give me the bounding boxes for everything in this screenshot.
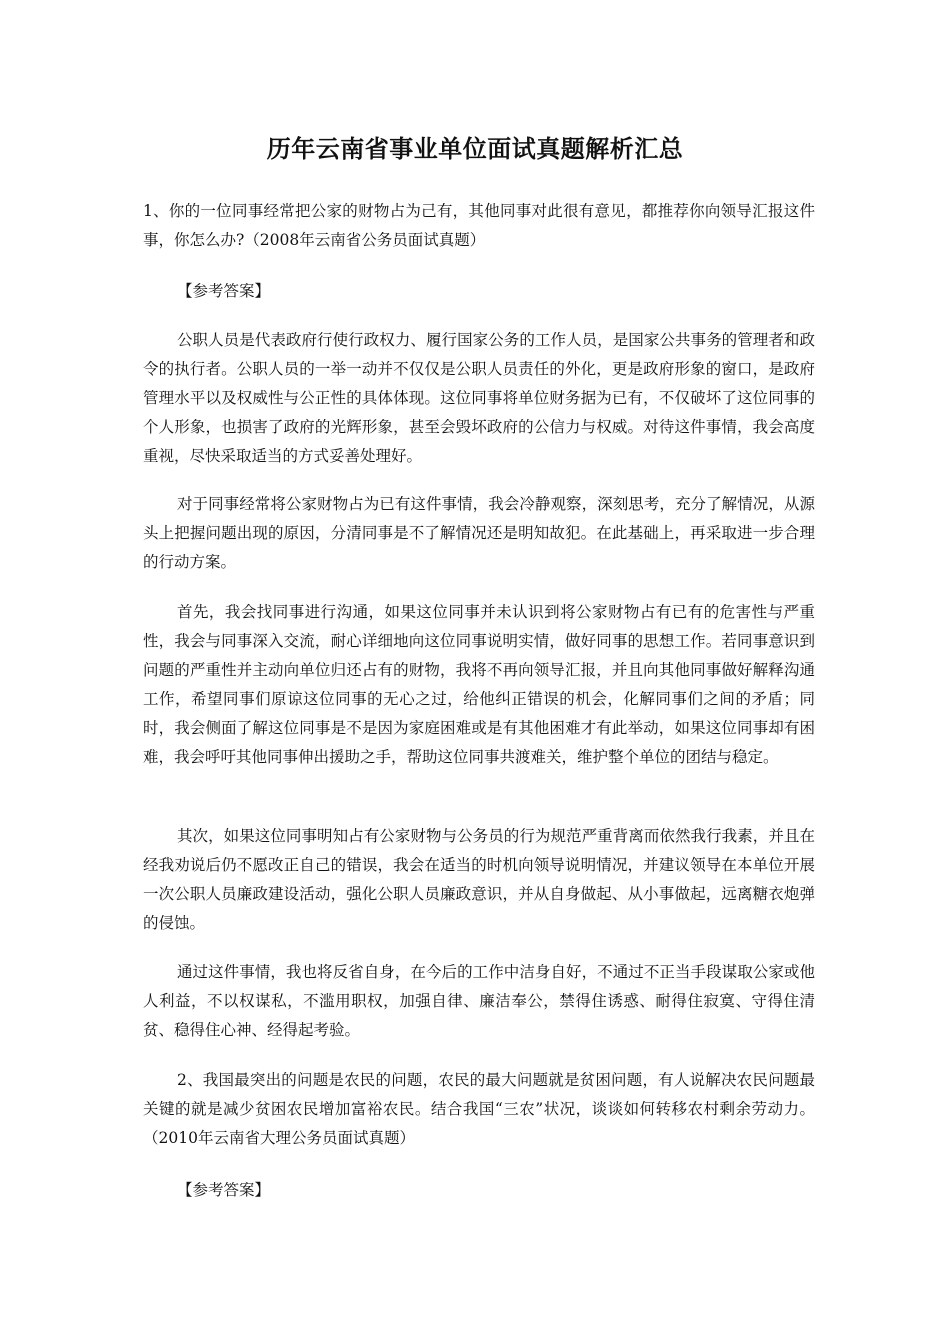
question-2: 2、我国最突出的问题是农民的问题，农民的最大问题就是贫困问题，有人说解决农民问题最关键的就是减少贫困农民增加富裕农民。结合我国“三农”状况，谈谈如何转移农村剩余劳动力。（2010年云南省大理公务员面试真题） [143,1071,815,1147]
answer-label-1: 【参考答案】 [177,282,271,300]
answer-1-paragraph-5: 通过这件事情，我也将反省自身，在今后的工作中洁身自好，不通过不正当手段谋取公家或他人利益，不以权谋私，不滥用职权，加强自律、廉洁奉公，禁得住诱惑、耐得住寂寞、守得住清贫、稳得住心神、经得起考验。 [143,963,815,1039]
answer-1-paragraph-1: 公职人员是代表政府行使行政权力、履行国家公务的工作人员，是国家公共事务的管理者和政令的执行者。公职人员的一举一动并不仅仅是公职人员责任的外化，更是政府形象的窗口，是政府管理水平以及权威性与公正性的具体体现。这位同事将单位财务据为已有，不仅破坏了这位同事的个人形象，也损害了政府的光辉形象，甚至会毁坏政府的公信力与权威。对待这件事情，我会高度重视，尽快采取适当的方式妥善处理好。 [143,331,815,465]
answer-label-2: 【参考答案】 [177,1181,271,1199]
answer-1-paragraph-2: 对于同事经常将公家财物占为已有这件事情，我会冷静观察，深刻思考，充分了解情况，从源头上把握问题出现的原因，分清同事是不了解情况还是明知故犯。在此基础上，再采取进一步合理的行动方案。 [143,495,815,571]
answer-1-paragraph-3: 首先，我会找同事进行沟通，如果这位同事并未认识到将公家财物占有已有的危害性与严重性，我会与同事深入交流，耐心详细地向这位同事说明实情，做好同事的思想工作。若同事意识到问题的严重性并主动向单位归还占有的财物，我将不再向领导汇报，并且向其他同事做好解释沟通工作，希望同事们原谅这位同事的无心之过，给他纠正错误的机会，化解同事们之间的矛盾；同时，我会侧面了解这位同事是不是因为家庭困难或是有其他困难才有此举动，如果这位同事却有困难，我会呼吁其他同事伸出援助之手，帮助这位同事共渡难关，维护整个单位的团结与稳定。 [143,603,815,766]
document-title: 历年云南省事业单位面试真题解析汇总 [266,135,684,163]
answer-1-paragraph-4: 其次，如果这位同事明知占有公家财物与公务员的行为规范严重背离而依然我行我素，并且在经我劝说后仍不愿改正自己的错误，我会在适当的时机向领导说明情况，并建议领导在本单位开展一次公职人员廉政建设活动，强化公职人员廉政意识，并从自身做起、从小事做起，远离糖衣炮弹的侵蚀。 [143,827,815,932]
question-1: 1、你的一位同事经常把公家的财物占为己有，其他同事对此很有意见，都推荐你向领导汇报这件事，你怎么办?（2008年云南省公务员面试真题） [143,202,815,249]
